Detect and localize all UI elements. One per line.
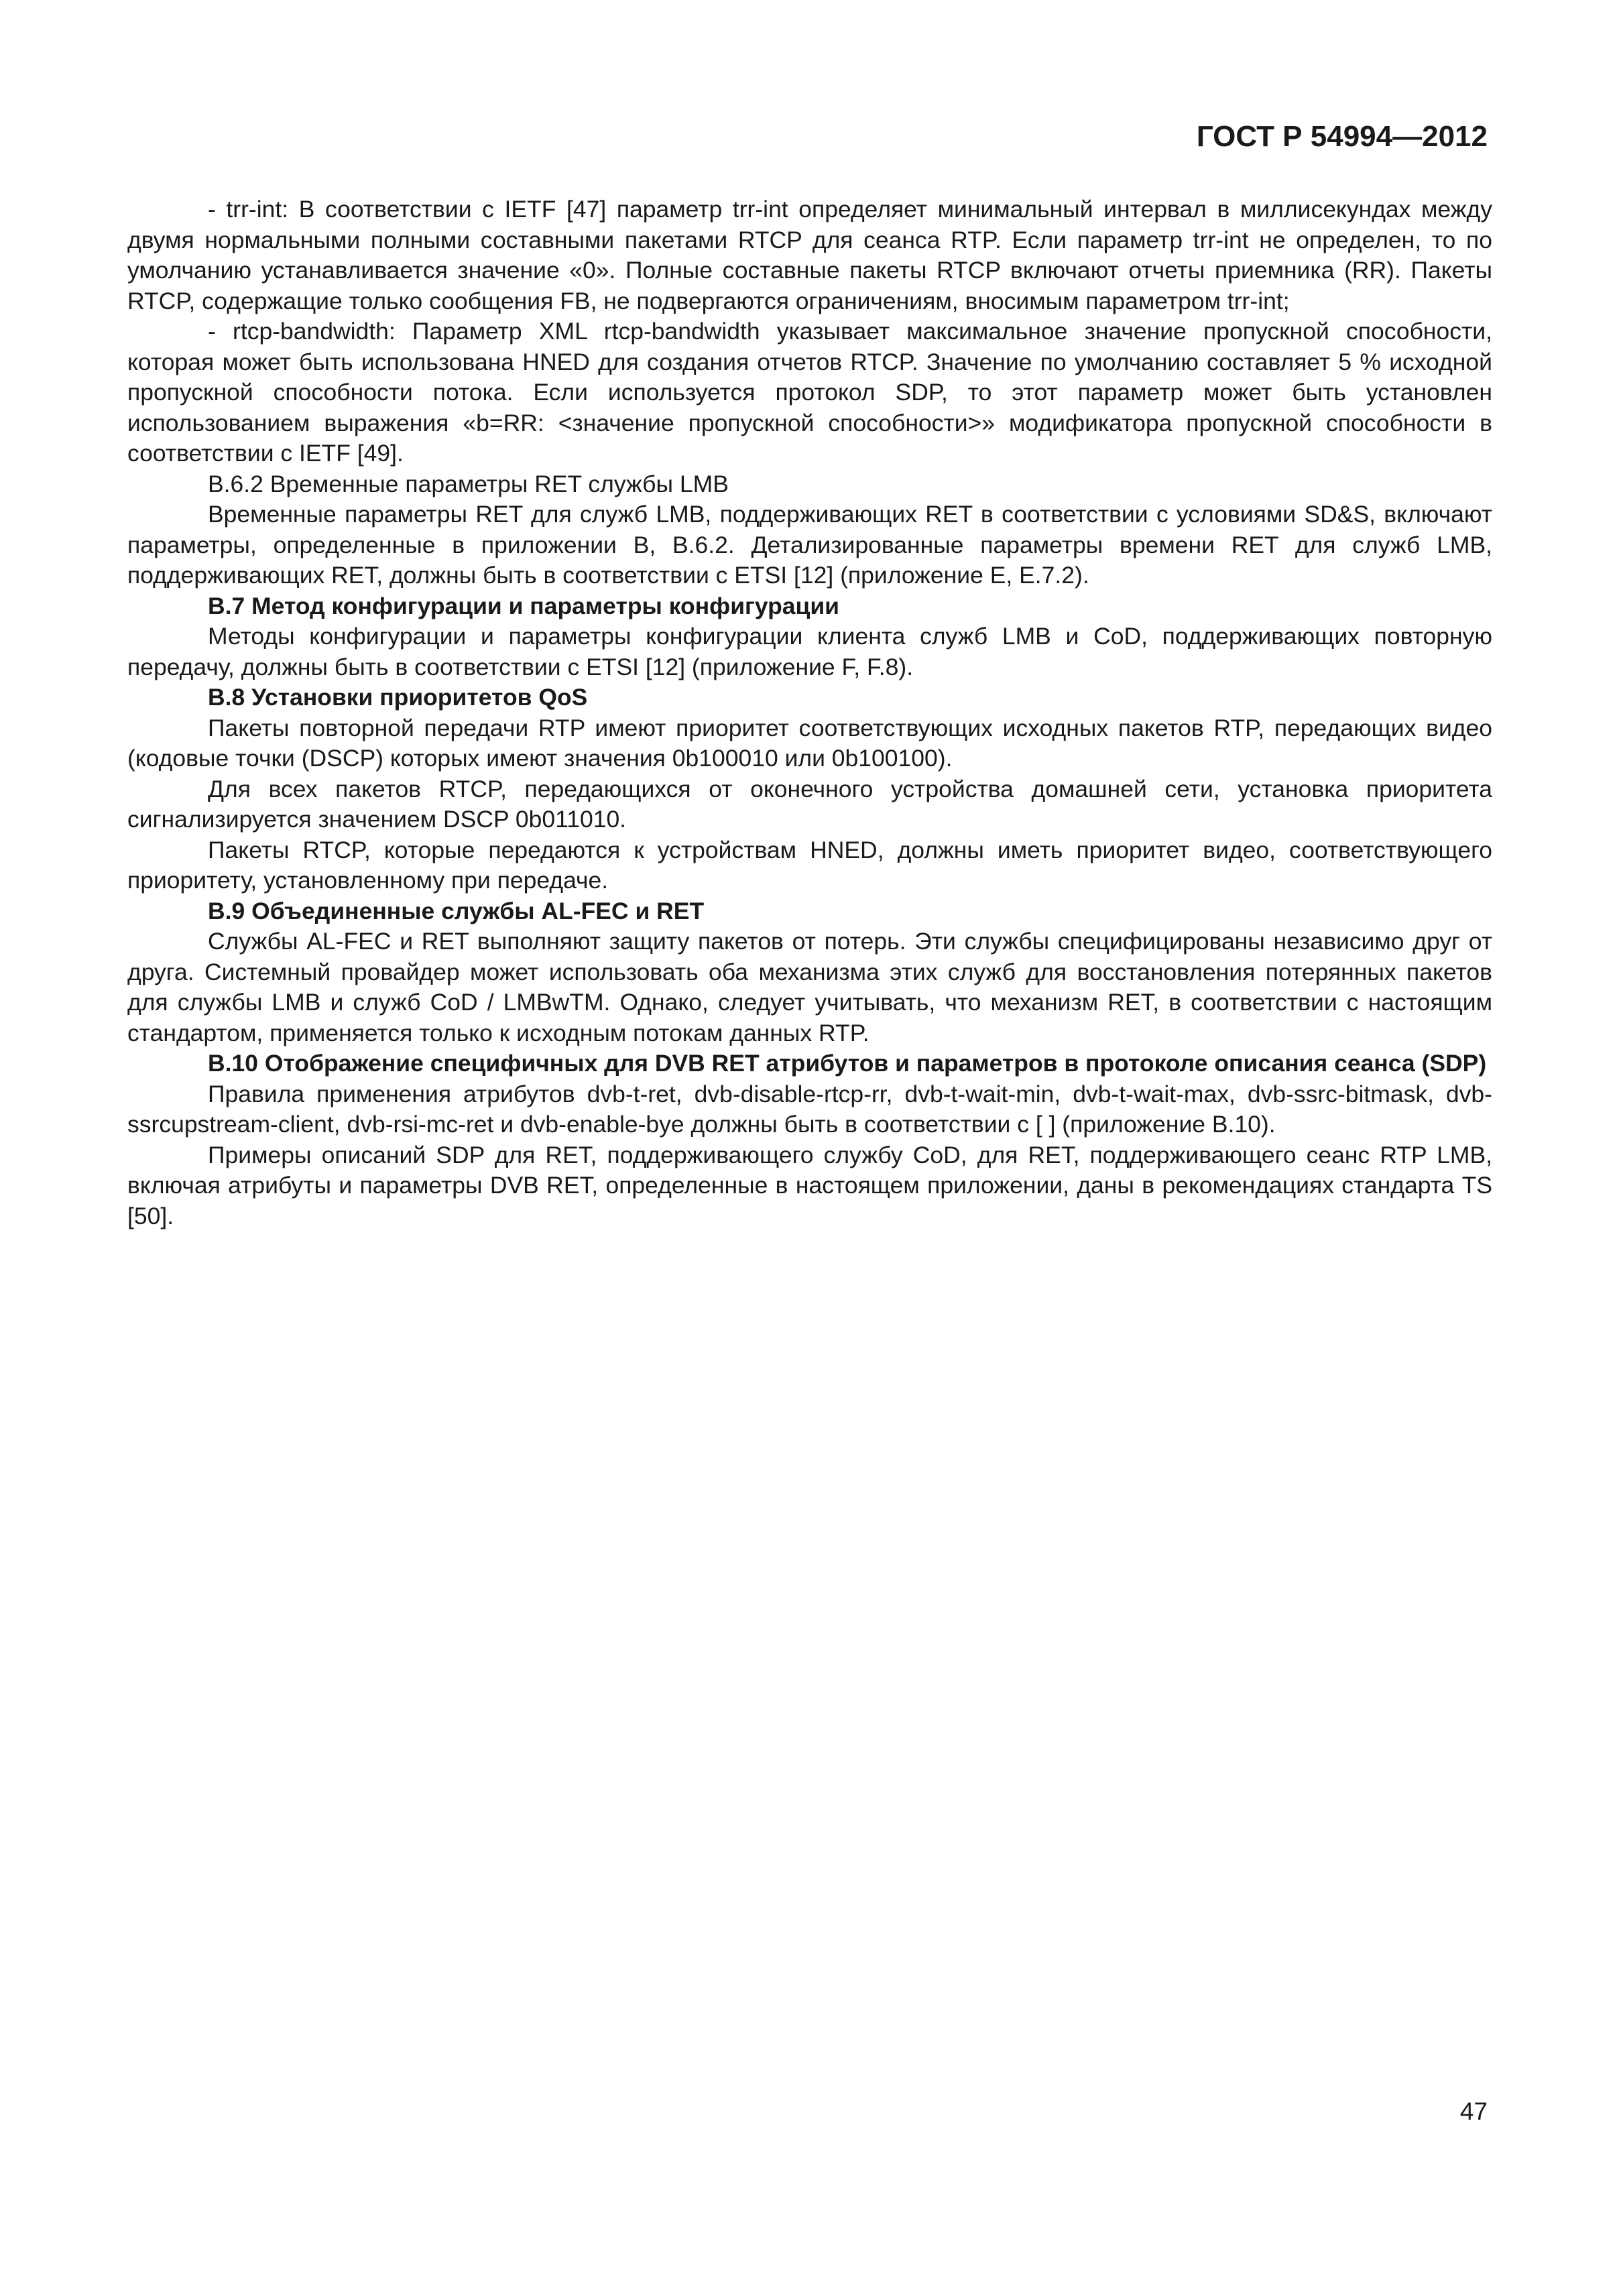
paragraph-rtcp-hned: Пакеты RTCP, которые передаются к устройствам HNED, должны иметь приоритет видео, соответствующего приоритету, установленному при передаче. [127,836,1492,894]
paragraph-sdp-examples: Примеры описаний SDP для RET, поддерживающего службу CoD, для RET, поддерживающего сеанс RTP LMB, включая атрибуты и параметры DVB RET, определенные в настоящем приложении, даны в рекомендациях стандарта TS [50]. [127,1141,1492,1229]
paragraph-al-fec-ret: Службы AL-FEC и RET выполняют защиту пакетов от потерь. Эти службы специфицированы независимо друг от друга. Системный провайдер может использовать оба механизма этих служб для восстановления потерянных пакетов для службы LMB и служб CoD / LMBwTM. Однако, следует учитывать, что механизм RET, в соответствии с настоящим стандартом, применяется только к исходным потокам данных RTP. [127,928,1492,1046]
section-heading-b-7: B.7 Метод конфигурации и параметры конфигурации [208,592,839,619]
paragraph-configuration: Методы конфигурации и параметры конфигурации клиента служб LMB и CoD, поддерживающих повторную передачу, должны быть в соответствии с ETSI [12] (приложение F, F.8). [127,623,1492,680]
paragraph-trr-int: - trr-int: В соответствии с IETF [47] параметр trr-int определяет минимальный интервал в миллисекундах между двумя нормальными полными составными пакетами RTCP для сеанса RTP. Если параметр trr-int не определен, то по умолчанию устанавливается значение «0». Полные составные пакеты RTCP включают отчеты приемника (RR). Пакеты RTCP, содержащие только сообщения FB, не подвергаются ограничениям, вносимым параметром trr-int; [127,196,1492,314]
document-body [127,194,1492,1231]
page-number: 47 [1459,2098,1488,2125]
paragraph-sdp-attributes: Правила применения атрибутов dvb-t-ret, dvb-disable-rtcp-rr, dvb-t-wait-min, dvb-t-wait-max, dvb-ssrc-bitmask, dvb-ssrcupstream-client, dvb-rsi-mc-ret и dvb-enable-bye должны быть в соответствии с [ ] (приложение B.10). [127,1080,1492,1138]
document-header: ГОСТ Р 54994—2012 [1196,120,1488,153]
paragraph-ret-timing: Временные параметры RET для служб LMB, поддерживающих RET в соответствии с условиями SD&S, включают параметры, определенные в приложении B, B.6.2. Детализированные параметры времени RET для служб LMB, поддерживающих RET, должны быть в соответствии с ETSI [12] (приложение E, E.7.2). [127,501,1492,589]
section-heading-b-8: B.8 Установки приоритетов QoS [208,684,588,711]
paragraph-rtcp-bandwidth: - rtcp-bandwidth: Параметр XML rtcp-bandwidth указывает максимальное значение пропускной способности, которая может быть использована HNED для создания отчетов RTCP. Значение по умолчанию составляет 5 % исходной пропускной способности потока. Если используется протокол SDP, то этот параметр может быть установлен использованием выражения «b=RR: <значение пропускной способности>» модификатора пропускной способности в соответствии с IETF [49]. [127,318,1492,467]
section-heading-b-10: B.10 Отображение специфичных для DVB RET атрибутов и параметров в протоколе описания сеанса (SDP) [208,1050,1487,1077]
paragraph-rtcp-dscp: Для всех пакетов RTCP, передающихся от оконечного устройства домашней сети, установка приоритета сигнализируется значением DSCP 0b011010. [127,775,1492,833]
section-heading-b-9: B.9 Объединенные службы AL-FEC и RET [208,897,705,924]
subsection-title-b-6-2: B.6.2 Временные параметры RET службы LMB [208,470,729,497]
paragraph-rtp-priority: Пакеты повторной передачи RTP имеют приоритет соответствующих исходных пакетов RTP, передающих видео (кодовые точки (DSCP) которых имеют значения 0b100010 или 0b100100). [127,714,1492,772]
